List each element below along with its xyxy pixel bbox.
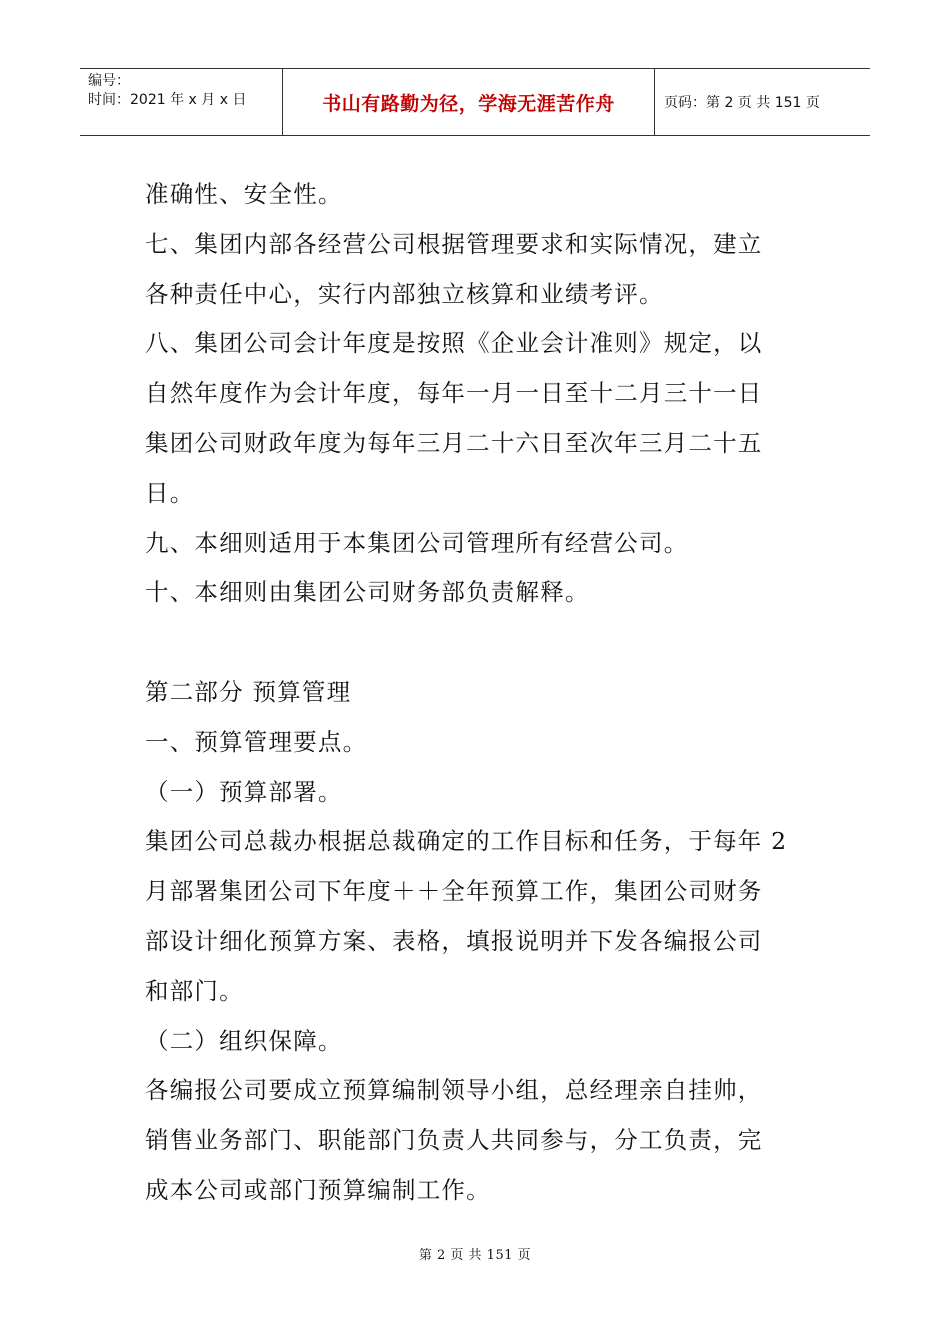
body-line: 自然年度作为会计年度，每年一月一日至十二月三十一日	[145, 379, 763, 408]
paragraph-gap	[145, 618, 811, 668]
page-header	[80, 68, 870, 136]
document-date-label: 时间：2021 年 x 月 x 日	[88, 92, 247, 108]
body-line: 成本公司或部门预算编制工作。	[145, 1175, 491, 1204]
header-meta-cell	[80, 69, 283, 135]
body-line: 各种责任中心，实行内部独立核算和业绩考评。	[145, 279, 664, 308]
document-body	[145, 170, 811, 1216]
header-page-info: 页码：第 2 页 共 151 页	[664, 95, 820, 111]
body-line: 各编报公司要成立预算编制领导小组，总经理亲自挂帅，	[145, 1076, 763, 1105]
body-line: 集团公司财政年度为每年三月二十六日至次年三月二十五	[145, 428, 763, 457]
body-line: 部设计细化预算方案、表格，填报说明并下发各编报公司	[145, 926, 763, 955]
body-line: 一、预算管理要点。	[145, 727, 368, 756]
body-line: 十、本细则由集团公司财务部负责解释。	[145, 578, 590, 607]
body-line: 七、集团内部各经营公司根据管理要求和实际情况，建立	[145, 229, 763, 258]
body-line: 和部门。	[145, 976, 244, 1005]
section-heading: 第二部分 预算管理	[145, 677, 352, 706]
body-line: （一）预算部署。	[145, 777, 343, 806]
body-line: 八、集团公司会计年度是按照《企业会计准则》规定，以	[145, 329, 763, 358]
document-number-label: 编号：	[88, 73, 130, 89]
body-line: 月部署集团公司下年度＋＋全年预算工作，集团公司财务	[145, 877, 763, 906]
page-footer: 第 2 页 共 151 页	[418, 1248, 532, 1263]
body-line: 集团公司总裁办根据总裁确定的工作目标和任务，于每年 2	[145, 827, 788, 856]
body-line: 销售业务部门、职能部门负责人共同参与，分工负责，完	[145, 1126, 763, 1155]
body-line: 日。	[145, 478, 195, 507]
body-line: 九、本细则适用于本集团公司管理所有经营公司。	[145, 528, 689, 557]
body-line: 准确性、安全性。	[145, 180, 343, 208]
body-line: （二）组织保障。	[145, 1026, 343, 1055]
header-motto: 书山有路勤为径，学海无涯苦作舟	[283, 69, 655, 135]
